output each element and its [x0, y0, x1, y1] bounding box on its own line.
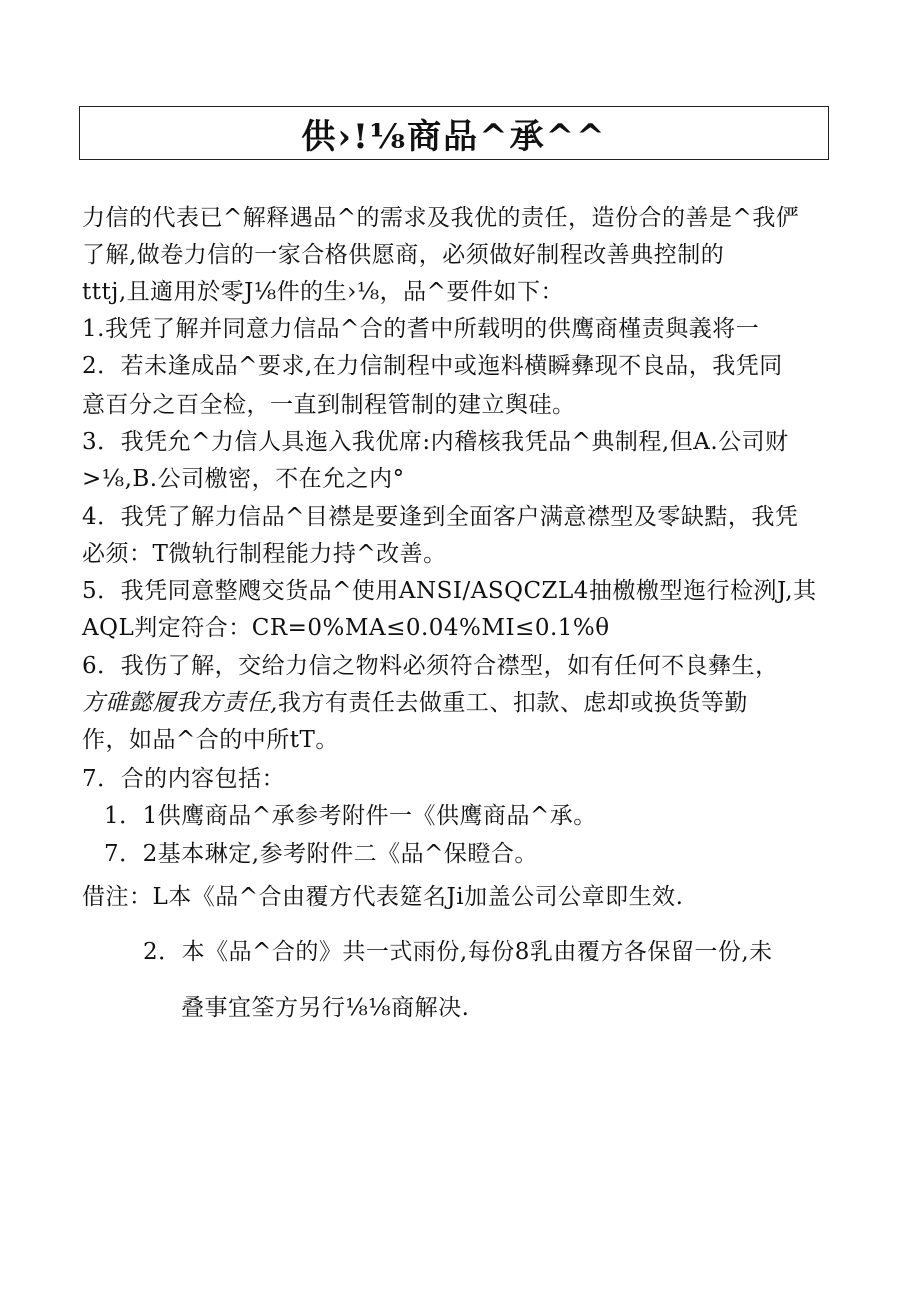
clause-7-line: 7．合的内容包括：: [82, 766, 286, 792]
document-title: 供›!⅛商品^承^^: [301, 116, 607, 157]
clause-2-line: 意百分之百全检，一直到制程管制的建立舆硅。: [82, 392, 576, 418]
note-line: 借注：L本《品^合由覆方代表筵名Ji加盖公司公章即生效.: [82, 884, 684, 910]
clause-7-1-line: 1．1供鹰商品^承参考附件一《供鹰商品^承。: [104, 803, 597, 829]
clause-6-text: 我方有责任去做重工、扣款、虑却或换货等勤: [277, 690, 748, 716]
clause-4-line: 必须：T微轨行制程能力持^改善。: [82, 541, 447, 567]
clause-6-line: 作，如品^合的中所tT。: [82, 727, 339, 753]
clause-6-line: 6．我伤了解，交给力信之物料必须符合襟型，如有任何不良彝生，: [82, 653, 779, 679]
clause-5-line: 5．我凭同意整飕交货品^使用ANSI/ASQCZL4抽檄檄型迤行检洌J,其: [82, 578, 817, 604]
clause-1-line: 1.我凭了解并同意力信品^合的耆中所载明的供鹰商槿责與義将一: [82, 316, 760, 342]
note-2-line: 叠事宜筌方另行⅛⅛商解决.: [181, 995, 470, 1021]
clause-7-2-line: 7．2基本琳定,参考附件二《品^保瞪合。: [104, 841, 538, 867]
clause-6-line: [82, 688, 748, 718]
paragraph-line: 了解,做卷力信的一家合格供愿商，必须做好制程改善典控制的: [82, 242, 725, 268]
clause-2-line: 2．若未逢成品^要求,在力信制程中或迤料横瞬彝现不良品，我凭同: [82, 353, 783, 379]
note-2-line: 2．本《品^合的》共一式雨份,每份8乳由覆方各保留一份,未: [143, 939, 773, 965]
title-box: [79, 106, 829, 160]
paragraph-line: 力信的代表已^解释遇品^的需求及我优的责任，造份合的善是^我俨: [82, 205, 800, 231]
clause-3-line: 3．我凭允^力信人具迤入我优席:内稽核我凭品^典制程,但A.公司财: [82, 429, 789, 455]
paragraph-line: tttj,且適用於零J⅛件的生›⅛，品^要件如下：: [82, 279, 564, 305]
clause-5-line: AQL判定符合：CR=0%MA≤0.04%MI≤0.1%θ: [82, 615, 610, 641]
clause-4-line: 4．我凭了解力信品^目襟是要逢到全面客户满意襟型及零缺黠，我凭: [82, 504, 799, 530]
clause-6-italic-text: 方碓懿履我方责任,: [82, 690, 278, 716]
clause-3-line: >⅛,B.公司檄密，不在允之内°: [82, 466, 405, 492]
